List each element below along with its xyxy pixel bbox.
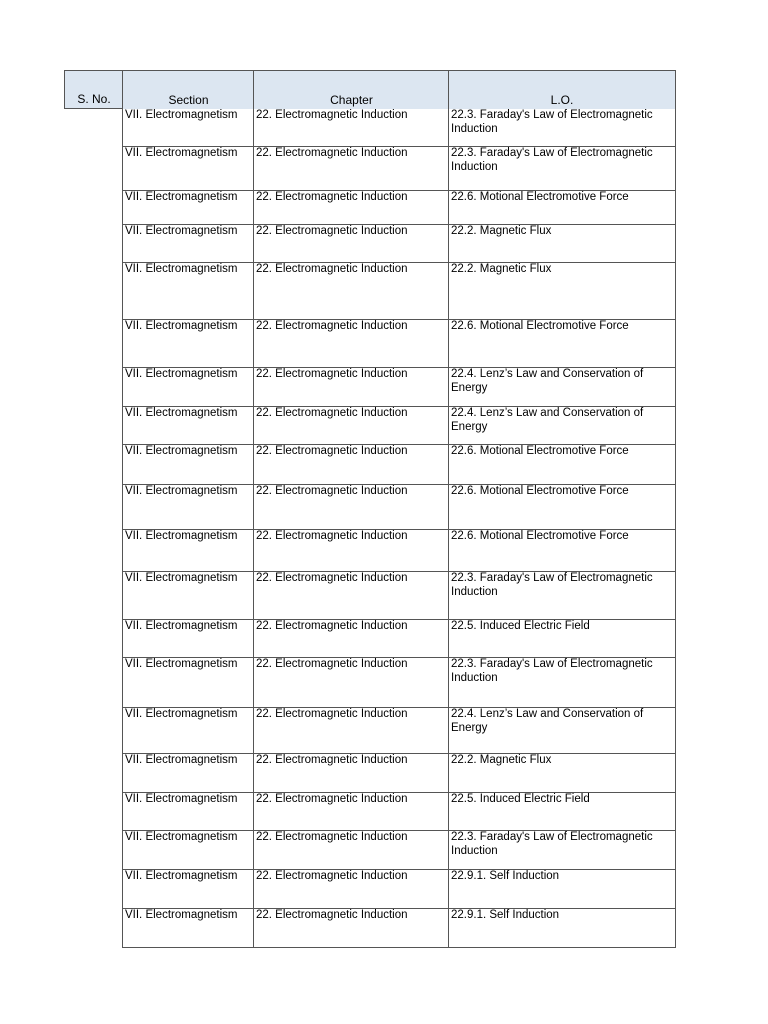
- chapter-text: 22. Electromagnetic Induction: [256, 754, 408, 766]
- lo-text: 22.9.1. Self Induction: [451, 870, 560, 882]
- table-cell-chapter: [253, 792, 449, 831]
- table-cell-chapter: [253, 444, 449, 485]
- chapter-text: 22. Electromagnetic Induction: [256, 485, 408, 497]
- table-cell-lo: [448, 657, 676, 708]
- chapter-text: 22. Electromagnetic Induction: [256, 870, 408, 882]
- chapter-text: 22. Electromagnetic Induction: [256, 708, 408, 720]
- chapter-text: 22. Electromagnetic Induction: [256, 530, 408, 542]
- table-cell-chapter: [253, 657, 449, 708]
- table-cell-chapter: [253, 146, 449, 191]
- header-sno-label: S. No.: [77, 92, 111, 106]
- table-cell-lo: [448, 108, 676, 147]
- table-cell-lo: [448, 367, 676, 407]
- section-text: VII. Electromagnetism: [125, 407, 238, 419]
- lo-text: 22.3. Faraday's Law of Electromagnetic Induction: [451, 831, 653, 857]
- table-cell-lo: [448, 444, 676, 485]
- table-cell-section: [122, 444, 254, 485]
- chapter-text: 22. Electromagnetic Induction: [256, 620, 408, 632]
- section-text: VII. Electromagnetism: [125, 263, 238, 275]
- table-cell-chapter: [253, 224, 449, 263]
- table-cell-chapter: [253, 367, 449, 407]
- table-cell-section: [122, 224, 254, 263]
- lo-text: 22.6. Motional Electromotive Force: [451, 530, 629, 542]
- header-sno: [64, 70, 123, 109]
- table-cell-lo: [448, 529, 676, 572]
- table-cell-lo: [448, 146, 676, 191]
- table-cell-section: [122, 484, 254, 530]
- chapter-text: 22. Electromagnetic Induction: [256, 407, 408, 419]
- table-cell-chapter: [253, 571, 449, 620]
- table-cell-lo: [448, 190, 676, 225]
- table-cell-section: [122, 869, 254, 909]
- table-cell-lo: [448, 830, 676, 870]
- lo-text: 22.6. Motional Electromotive Force: [451, 445, 629, 457]
- table-cell-chapter: [253, 319, 449, 368]
- header-section-label: Section: [168, 93, 209, 107]
- table-cell-lo: [448, 908, 676, 948]
- chapter-text: 22. Electromagnetic Induction: [256, 793, 408, 805]
- chapter-text: 22. Electromagnetic Induction: [256, 109, 408, 121]
- table-cell-lo: [448, 406, 676, 445]
- table-cell-lo: [448, 262, 676, 320]
- section-text: VII. Electromagnetism: [125, 368, 238, 380]
- table-cell-section: [122, 319, 254, 368]
- lo-text: 22.4. Lenz’s Law and Conservation of Energy: [451, 368, 644, 394]
- lo-text: 22.6. Motional Electromotive Force: [451, 485, 629, 497]
- table-cell-chapter: [253, 707, 449, 754]
- chapter-text: 22. Electromagnetic Induction: [256, 909, 408, 921]
- lo-text: 22.3. Faraday's Law of Electromagnetic Induction: [451, 572, 653, 598]
- table-cell-chapter: [253, 108, 449, 147]
- table-cell-section: [122, 792, 254, 831]
- section-text: VII. Electromagnetism: [125, 320, 238, 332]
- lo-text: 22.3. Faraday's Law of Electromagnetic Induction: [451, 658, 653, 684]
- header-lo-label: L.O.: [550, 93, 574, 107]
- table-cell-lo: [448, 869, 676, 909]
- table-cell-lo: [448, 571, 676, 620]
- chapter-text: 22. Electromagnetic Induction: [256, 263, 408, 275]
- section-text: VII. Electromagnetism: [125, 109, 238, 121]
- table-cell-lo: [448, 224, 676, 263]
- section-text: VII. Electromagnetism: [125, 831, 238, 843]
- chapter-text: 22. Electromagnetic Induction: [256, 368, 408, 380]
- table-cell-section: [122, 753, 254, 793]
- section-text: VII. Electromagnetism: [125, 445, 238, 457]
- table-cell-lo: [448, 484, 676, 530]
- table-cell-chapter: [253, 753, 449, 793]
- table-cell-section: [122, 707, 254, 754]
- section-text: VII. Electromagnetism: [125, 572, 238, 584]
- lo-text: 22.6. Motional Electromotive Force: [451, 191, 629, 203]
- table-cell-chapter: [253, 529, 449, 572]
- lo-text: 22.3. Faraday's Law of Electromagnetic Induction: [451, 147, 653, 173]
- chapter-text: 22. Electromagnetic Induction: [256, 320, 408, 332]
- lo-text: 22.5. Induced Electric Field: [451, 793, 590, 805]
- table-cell-chapter: [253, 830, 449, 870]
- section-text: VII. Electromagnetism: [125, 530, 238, 542]
- table-cell-chapter: [253, 190, 449, 225]
- section-text: VII. Electromagnetism: [125, 909, 238, 921]
- table-cell-section: [122, 908, 254, 948]
- table-cell-section: [122, 619, 254, 658]
- table-cell-lo: [448, 707, 676, 754]
- chapter-text: 22. Electromagnetic Induction: [256, 658, 408, 670]
- table-cell-chapter: [253, 484, 449, 530]
- table-cell-section: [122, 262, 254, 320]
- section-text: VII. Electromagnetism: [125, 225, 238, 237]
- table-cell-lo: [448, 792, 676, 831]
- section-text: VII. Electromagnetism: [125, 147, 238, 159]
- chapter-text: 22. Electromagnetic Induction: [256, 831, 408, 843]
- lo-text: 22.2. Magnetic Flux: [451, 263, 552, 275]
- table-cell-section: [122, 406, 254, 445]
- section-text: VII. Electromagnetism: [125, 485, 238, 497]
- table-cell-chapter: [253, 262, 449, 320]
- table-cell-section: [122, 830, 254, 870]
- lo-text: 22.5. Induced Electric Field: [451, 620, 590, 632]
- section-text: VII. Electromagnetism: [125, 191, 238, 203]
- header-chapter-label: Chapter: [330, 93, 373, 107]
- table-cell-chapter: [253, 619, 449, 658]
- table-cell-section: [122, 146, 254, 191]
- chapter-text: 22. Electromagnetic Induction: [256, 147, 408, 159]
- table-cell-section: [122, 108, 254, 147]
- table-cell-chapter: [253, 406, 449, 445]
- section-text: VII. Electromagnetism: [125, 708, 238, 720]
- table-cell-lo: [448, 753, 676, 793]
- table-cell-section: [122, 367, 254, 407]
- table-cell-lo: [448, 619, 676, 658]
- header-lo: [448, 70, 676, 109]
- chapter-text: 22. Electromagnetic Induction: [256, 572, 408, 584]
- lo-text: 22.3. Faraday's Law of Electromagnetic Induction: [451, 109, 653, 135]
- table-cell-section: [122, 190, 254, 225]
- lo-text: 22.6. Motional Electromotive Force: [451, 320, 629, 332]
- lo-text: 22.9.1. Self Induction: [451, 909, 560, 921]
- section-text: VII. Electromagnetism: [125, 870, 238, 882]
- section-text: VII. Electromagnetism: [125, 793, 238, 805]
- lo-text: 22.2. Magnetic Flux: [451, 754, 552, 766]
- table-cell-section: [122, 657, 254, 708]
- lo-text: 22.2. Magnetic Flux: [451, 225, 552, 237]
- lo-text: 22.4. Lenz’s Law and Conservation of Energy: [451, 708, 644, 734]
- table-cell-section: [122, 529, 254, 572]
- chapter-text: 22. Electromagnetic Induction: [256, 225, 408, 237]
- table-cell-chapter: [253, 869, 449, 909]
- section-text: VII. Electromagnetism: [125, 754, 238, 766]
- table-cell-chapter: [253, 908, 449, 948]
- chapter-text: 22. Electromagnetic Induction: [256, 191, 408, 203]
- table-cell-lo: [448, 319, 676, 368]
- header-chapter: [253, 70, 449, 109]
- header-section: [122, 70, 254, 109]
- lo-text: 22.4. Lenz’s Law and Conservation of Energy: [451, 407, 644, 433]
- table-cell-section: [122, 571, 254, 620]
- section-text: VII. Electromagnetism: [125, 658, 238, 670]
- chapter-text: 22. Electromagnetic Induction: [256, 445, 408, 457]
- section-text: VII. Electromagnetism: [125, 620, 238, 632]
